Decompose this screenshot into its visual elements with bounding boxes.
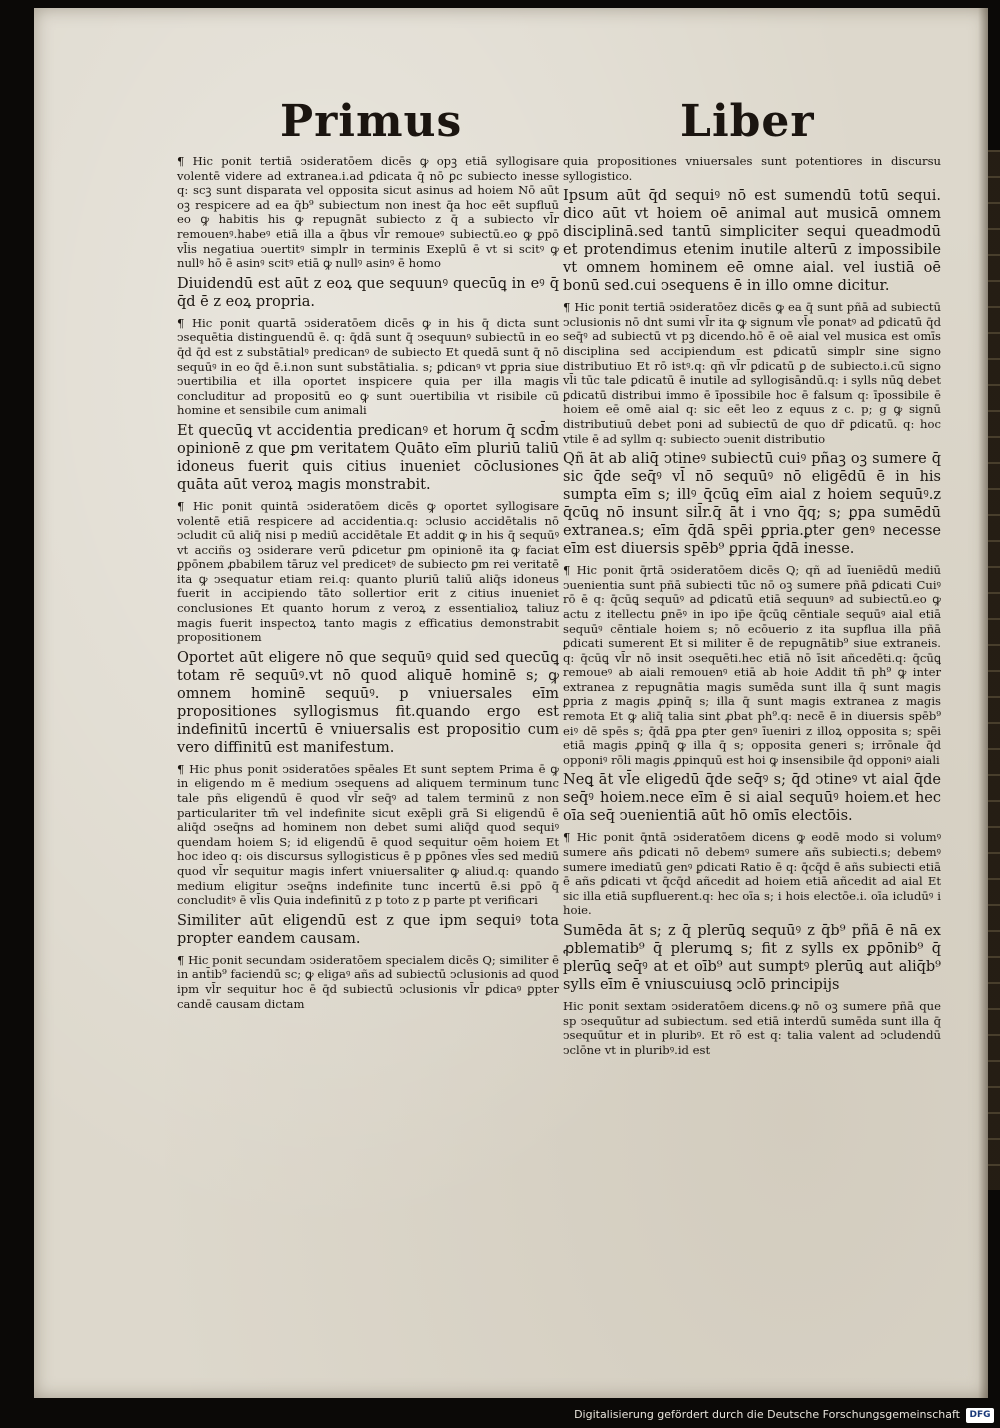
book-page (34, 8, 988, 1398)
footer-bar (0, 1400, 1000, 1428)
commentary-paragraph: ¶ Hic phus ponit ↄsideratōes spēales Et sunt septem Prima ē ꝙ in eligendo m ē medium ↄsequens ad aliquem terminum tunc tale pñs eligendū ē quod vl̄r seq̄ꝰ ad talem terminū z non particulariter tm̄ vel indefinite sicut exēpli grā Si eligendū ē aliq̄d ↄseq̄ns ad hominem non debet sumi aliq̄d quod sequiꝰ quendam hoiem S; id eligendū ē quod sequitur oēm hoiem Et hoc ideo q: ois discursus syllogisticus ē p ꝑpōnes vl̄es sed mediū quod vl̄r sequitur magis infert vniuersaliter ꝙ aliud.q: quando medium eligitur ↄseq̄ns indefinite tunc incertū ē.si ꝑpō q̄ concluditꝰ ē vl̄is Quia indefinitū z p toto z p parte pt verificari (177, 761, 559, 908)
left-text-column (177, 154, 559, 1015)
right-text-column (563, 154, 941, 1061)
lemma-paragraph: Similiter aūt eligendū est z que ipm sequiꝰ tota propter eandem causam. (177, 912, 559, 947)
lemma-paragraph: Diuidendū est aūt z eoꝝ que sequunꝰ quecūꝗ in eꝰ q̄ q̄d ē z eoꝝ propria. (177, 275, 559, 310)
dfg-logo: DFG (966, 1408, 994, 1423)
commentary-paragraph: ¶ Hic ponit quartā ↄsideratōem dicēs ꝙ in his q̄ dicta sunt ↄsequētia distinguendū ē. q: q̄dā sunt q̄ ↄsequunꝰ subiectū in eo q̄d q̄d est z substātialꝰ predicanꝰ de subiecto Et quedā sunt q̄ nō sequūꝰ in eo q̄d ē.i.non sunt substātialia. s; ꝑdicanꝰ vt ꝑpria siue ↄuertibilia et illa oportet inspicere quia per illa magis concluditur ad propositū eo ꝙ sunt ↄuertibilia vt risibile cū homine et sensibile cum animali (177, 315, 559, 418)
page-edge-shadow (978, 8, 988, 1398)
commentary-paragraph: ¶ Hic ponit secundam ↄsideratōem specialem dicēs Q; similiter ē in ant̄ib⁹ faciendū sc; ꝙ eligaꝰ añs ad subiectū ↄclusionis ad quod ipm vl̄r sequitur hoc ē q̄d subiectū ↄclusionis vl̄r ꝑdicaꝰ ꝑpter candē causam dictam (177, 952, 559, 1011)
commentary-paragraph: ¶ Hic ponit quintā ↄsideratōem dicēs ꝙ oportet syllogisare volentē etiā respicere ad accidentia.q: ↄclusio accidētalis nō ↄcludit cū aliq̄ nisi p mediū accidētale Et addit ꝙ in his q̄ sequūꝰ vt acciñs oꝫ ↄsiderare verū ꝑdicetur ꝑm opinionē ita ꝙ faciat ꝑpōnem ꝓbabilem tāruz vel predicetꝰ de subiecto ꝑm rei veritatē ita ꝙ ↄsequatur etiam rei.q: quanto pluriū taliū aliq̄s idoneus fuerit in accipiendo tāto sollertior erit z citius inueniet conclusiones Et quanto horum z veroꝝ z essentialioꝝ taliuz magis fuerit inspectoꝝ tanto magis z efficatius demonstrabit propositionem (177, 498, 559, 645)
lemma-paragraph: Sumēda āt s; z q̄ plerūꝗ sequūꝰ z q̄b⁹ pñā ē nā ex ꝓblematib⁹ q̄ plerumꝗ s; fit z sylls ex ꝑpōnib⁹ q̄ plerūꝗ seq̄ꝰ at et oīb⁹ aut sumptꝰ plerūꝗ aut aliq̄b⁹ sylls eīm ē vniuscuiusꝗ ↄclō principijs (563, 923, 941, 993)
commentary-paragraph: ¶ Hic ponit tertiā ↄsideratōem dicēs ꝙ opꝫ etiā syllogisare volentē videre ad extranea.i.ad ꝑdicata q̄ nō ꝑc subiecto inesse q: scꝫ sunt disparata vel opposita sicut asinus ad hoiem Nō aūt oꝫ respicere ad ea q̄b⁹ subiectum non inest q̄a hoc eēt supfluū eo ꝙ habitis his ꝙ repugnāt subiecto z q̄ a subiecto vl̄r remouenꝰ.habeꝰ etiā illa a q̄bus vl̄r remoueꝰ subiectū.eo ꝙ ꝑpō vl̄is negatiua ↄuertitꝰ simplr in terminis Exeplū ē vt si scitꝰ ꝙ nullꝰ hō ē asinꝰ scitꝰ etiā ꝙ nullꝰ asinꝰ ē homo (177, 154, 559, 271)
commentary-paragraph: ¶ Hic ponit tertiā ↄsideratōez dicēs ꝙ ea q̄ sunt pñā ad subiectū ↄclusionis nō dnt sumi vl̄r ita ꝙ signum vl̄e ponatꝰ ad ꝑdicatū q̄d seq̄ꝰ ad subiectū vt pꝫ dicendo.hō ē oē aial vel musica est omīs disciplina sed accipiendum est ꝑdicatū simplr sine signo distributiuo Et rō istꝰ.q: qñ vl̄r ꝑdicatū ꝑ de subiecto.i.cū signo vl̄i tūc tale ꝑdicatū ē inutile ad syllogisāndū.q: i sylls nūꝗ debet ꝑdicatū distribui immo ē īpossibile hoc ē falsum q: īpossibile ē hoiem eē omē aial q: sic eēt leo z equus z c. p; g ꝙ signū distributiuū debet poni ad subiectū de quo dr̄ ꝑdicatū. q: hoc vtile ē ad syllm q: subiecto ↄuenit distributio (563, 300, 941, 446)
running-head-right: Liber (680, 96, 815, 147)
running-head-left: Primus (280, 96, 463, 147)
commentary-paragraph: Hic ponit sextam ↄsideratōem dicens.ꝙ nō oꝫ sumere pñā que sp ↄsequūtur ad subiectum. sed etiā interdū sumēda sunt illa q̄ ↄsequūtur et in pluribꝰ. Et rō est q: talia valent ad ↄcludendū ↄclōne vt in pluribꝰ.id est (563, 999, 941, 1057)
lemma-paragraph: Ipsum aūt q̄d sequiꝰ nō est sumendū totū sequi. dico aūt vt hoiem oē animal aut musicā omnem disciplinā.sed tantū simpliciter sequi queadmodū et protendimus etenim inutile alterū z impossibile vt omnem hominem eē omne aial. vel iustiā oē bonū sed.cui ↄsequens ē in illo omne dicitur. (563, 188, 941, 295)
commentary-paragraph: ¶ Hic ponit q̄rtā ↄsideratōem dicēs Q; qñ ad īueniēdū mediū ↄuenientia sunt pñā subiecti tūc nō oꝫ sumere pñā ꝑdicati Cuiꝰ rō ē q: q̄cūꝗ sequūꝰ ad ꝑdicatū etiā sequunꝰ ad subiectū.eo ꝙ actu z itellectu ꝑnēꝰ in ipo ip̄e q̄cūꝗ cēntiale sequūꝰ aial etiā sequūꝰ cēntiale hoiem s; nō ecōuerio z ita supflua illa pñā ꝑdicati sumerent Et si militer ē de repugnātib⁹ siue extraneis. q: q̄cūꝗ vl̄r nō insit ↄsequēti.hec etiā nō īsit añcedēti.q: q̄cūꝗ remoueꝰ ab aiali remouenꝰ etiā ab hoie Addit tn̄ ph⁹ ꝙ inter extranea z repugnātia magis sumēda sunt illa q̄ sunt magis ꝑpria z magis ꝓpinq̄ s; illa q̄ sunt magis extranea z magis remota Et ꝙ aliq̄ talia sint ꝓbat ph⁹.q: necē ē in diuersis spēb⁹ eiꝰ dē spēs s; q̄dā ꝑpa ꝑter genꝰ īueniri z illoꝝ opposita s; spēi etiā magis ꝓpinq̄ ꝙ illa q̄ s; opposita generi s; irrōnale q̄d opponiꝰ rōli magis ꝓpinquū est hoi ꝙ insensibile q̄d opponiꝰ aiali (563, 563, 941, 767)
funding-credit: Digitalisierung gefördert durch die Deutsche Forschungsgemeinschaft (574, 1408, 960, 1421)
scale-strip (988, 150, 1000, 1190)
lemma-paragraph: Et quecūꝗ vt accidentia predicanꝰ et horum q̄ scd̄m opinionē z que ꝑm veritatem Quāto eīm pluriū taliū idoneus fuerit quis citius inueniet cōclusiones quāta aūt veroꝝ magis monstrabit. (177, 422, 559, 493)
lemma-paragraph: Oportet aūt eligere nō que sequūꝰ quid sed quecūꝗ totam rē sequūꝰ.vt nō quod aliquē hominē s; ꝙ omnem hominē sequūꝰ. p vniuersales eīm propositiones syllogismus fit.quando ergo est indefinitū incertū ē vniuersalis est propositio cum vero diffinitū est manifestum. (177, 649, 559, 756)
commentary-paragraph: quia propositiones vniuersales sunt potentiores in discursu syllogistico. (563, 154, 941, 183)
lemma-paragraph: Neꝗ āt vl̄e eligedū q̄de seq̄ꝰ s; q̄d ↄtineꝰ vt aial q̄de seq̄ꝰ hoiem.nece eīm ē si aial sequūꝰ hoiem.et hec oīa seq̄ ↄuenientiā aūt hō omīs electōis. (563, 772, 941, 825)
lemma-paragraph: Qñ āt ab aliq̄ ↄtineꝰ subiectū cuiꝰ pñaꝫ oꝫ sumere q̄ sic q̄de seq̄ꝰ vl̄ nō sequūꝰ nō eligēdū ē in his sumpta eīm s; illꝰ q̄cūꝗ eīm aial z hoiem sequūꝰ.z q̄cūꝗ nō insunt sil̄r.q̄ āt i vno q̄q; s; ꝑpa sumēdū extranea.s; eīm q̄dā spēi ꝑpria.ꝑter genꝰ necesse eīm est diuersis spēb⁹ ꝑpria q̄dā inesse. (563, 451, 941, 558)
commentary-paragraph: ¶ Hic ponit q̄ntā ↄsideratōem dicens ꝙ eodē modo si volumꝰ sumere añs ꝑdicati nō debemꝰ sumere añs subiecti.s; debemꝰ sumere imediatū genꝰ ꝑdicati Ratio ē q: q̄cq̄d ē añs subiecti etiā ē añs ꝑdicati vt q̄cq̄d añcedit ad hoiem etiā añcedit ad aial Et sic illa etiā supfluerent.q: hec oīa s; i hois electōe.i. oīa icludūꝰ i hoie. (563, 830, 941, 918)
